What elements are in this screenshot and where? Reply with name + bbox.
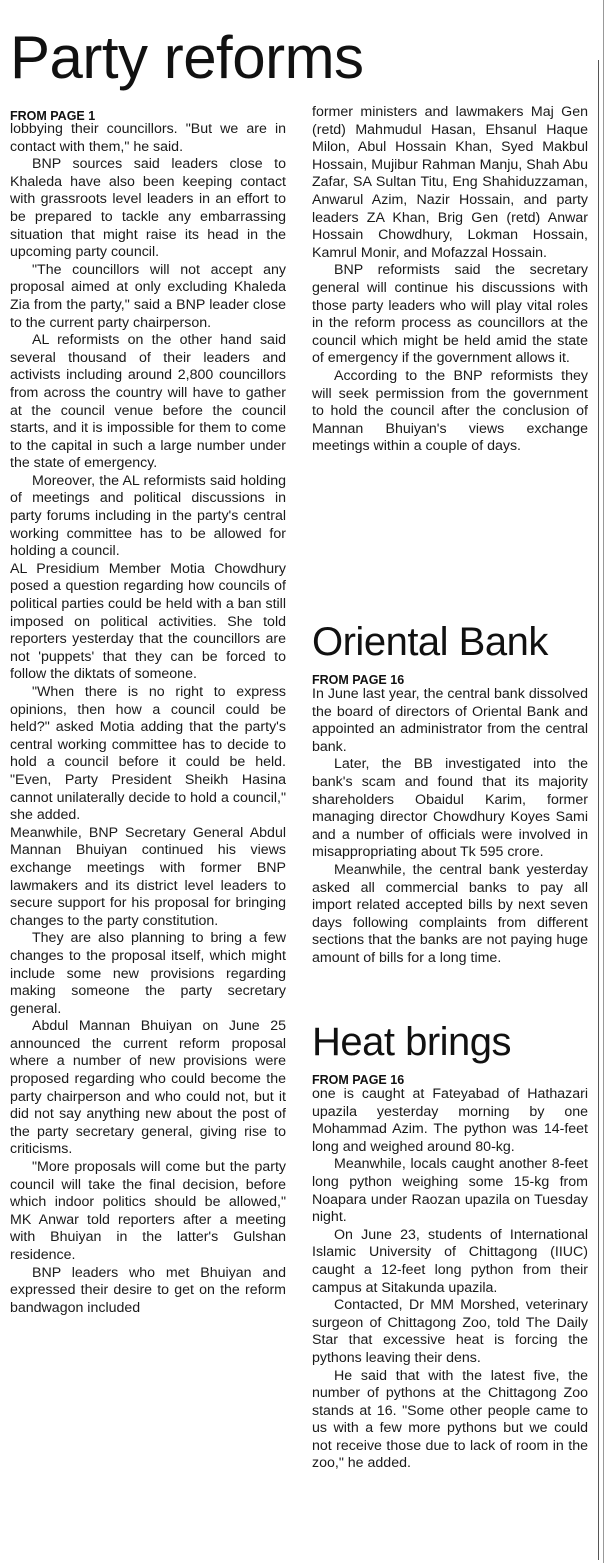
paragraph: Meanwhile, locals caught another 8-feet long python weighing some 15-kg from Noapara under Raozan upazila on Tuesday night. [312,1156,588,1226]
kicker-party-reforms: FROM PAGE 1 [10,109,96,123]
party-reforms-column-2 [312,104,588,456]
paragraph: lobbying their councillors. "But we are in contact with them," he said. [10,121,286,155]
paragraph: On June 23, students of International Islamic University of Chittagong (IIUC) caught a 12-feet long python from their campus at Sitakunda upazila. [312,1226,588,1296]
headline-oriental-bank: Oriental Bank [312,620,548,664]
oriental-bank-column [312,686,588,968]
headline-heat-brings: Heat brings [312,1020,512,1064]
paragraph: Meanwhile, the central bank yesterday asked all commercial banks to pay all import related accepted bills by next seven days following complaints from different sections that the banks are not paying huge amount of bills for a long time. [312,861,588,966]
page-edge-divider [603,0,604,1563]
headline-party-reforms: Party reforms [10,24,364,91]
paragraph: AL reformists on the other hand said several thousand of their leaders and activists including around 2,800 councillors from across the country will have to gather at the council venue before the council starts, and it is impossible for them to come to the capital in such a large number under the state of emergency. [10,332,286,472]
paragraph: Later, the BB investigated into the bank's scam and found that its majority shareholders Obaidul Karim, former managing director Chowdhury Koyes Sami and a number of officials were involved in misappropriating about Tk 595 crore. [312,756,588,861]
paragraph: BNP reformists said the secretary general will continue his discussions with those party leaders who will play vital roles in the reform process as councillors at the council which might be held amid the state of emergency if the government allows it. [312,262,588,367]
paragraph: He said that with the latest five, the number of pythons at the Chittagong Zoo stands at 16. "Some other people came to us with a few more pythons but we could not receive those due to lack of room in the zoo," he added. [312,1367,588,1472]
paragraph: former ministers and lawmakers Maj Gen (retd) Mahmudul Hasan, Ehsanul Haque Milon, Abul Hossain Khan, Syed Makbul Hossain, Mujibur Rahman Manju, Shah Abu Zafar, SA Sultan Titu, Eng Shahiduzzaman, Anwarul Azim, Nazir Hossain, and party leaders ZA Khan, Brig Gen (retd) Anwar Hossain Chowdhury, Lokman Hossain, Kamrul Monir, and Mofazzal Hossain. [312,104,588,261]
paragraph: "When there is no right to express opinions, then how a council could be held?" asked Motia adding that the party's central working committee has to decide to hold a council before it could be held. "Even, Party President Sheikh Hasina cannot unilaterally decide to hold a council," she added. [10,684,286,824]
paragraph: one is caught at Fateyabad of Hathazari upazila yesterday morning by one Mohammad Azim. The python was 14-feet long and weighed around 80-kg. [312,1086,588,1155]
party-reforms-column-1 [10,121,286,1317]
paragraph: BNP leaders who met Bhuiyan and expressed their desire to get on the reform bandwagon included [10,1264,286,1316]
paragraph: Meanwhile, BNP Secretary General Abdul Mannan Bhuiyan continued his views exchange meetings with former BNP lawmakers and its district level leaders to secure support for his proposal for bringing changes to the party constitution. [10,824,286,929]
kicker-oriental-bank: FROM PAGE 16 [312,673,405,687]
column-divider [598,60,599,1560]
kicker-heat-brings: FROM PAGE 16 [312,1073,405,1087]
paragraph: They are also planning to bring a few changes to the proposal itself, which might include some new provisions regarding making someone the party secretary general. [10,930,286,1017]
paragraph: BNP sources said leaders close to Khaleda have also been keeping contact with grassroots level leaders in an effort to be prepared to tackle any embarrassing situation that might raise its head in the upcoming party council. [10,156,286,261]
paragraph: "The councillors will not accept any proposal aimed at only excluding Khaleda Zia from the party," said a BNP leader close to the current party chairperson. [10,261,286,331]
paragraph: AL Presidium Member Motia Chowdhury posed a question regarding how councils of political parties could be held with a ban still imposed on political activities. She told reporters yesterday that the councillors are not 'puppets' that they can be forced to follow the diktats of someone. [10,560,286,683]
paragraph: According to the BNP reformists they will seek permission from the government to hold the council after the conclusion of Mannan Bhuiyan's views exchange meetings within a couple of days. [312,367,588,455]
heat-brings-column [312,1086,588,1473]
paragraph: Moreover, the AL reformists said holding of meetings and political discussions in party forums including in the party's central working committee has to be allowed for holding a council. [10,472,286,560]
paragraph: Abdul Mannan Bhuiyan on June 25 announced the current reform proposal where a number of new provisions were proposed regarding who could become the party chairperson and who could not, but it did not say anything new about the post of the party secretary general, giving rise to criticisms. [10,1018,286,1158]
paragraph: "More proposals will come but the party council will take the final decision, before which indoor politics should be allowed," MK Anwar told reporters after a meeting with Bhuiyan in the latter's Gulshan residence. [10,1159,286,1263]
paragraph: Contacted, Dr MM Morshed, veterinary surgeon of Chittagong Zoo, told The Daily Star that excessive heat is forcing the pythons leaving their dens. [312,1297,588,1366]
paragraph: In June last year, the central bank dissolved the board of directors of Oriental Bank and appointed an administrator from the central bank. [312,686,588,755]
